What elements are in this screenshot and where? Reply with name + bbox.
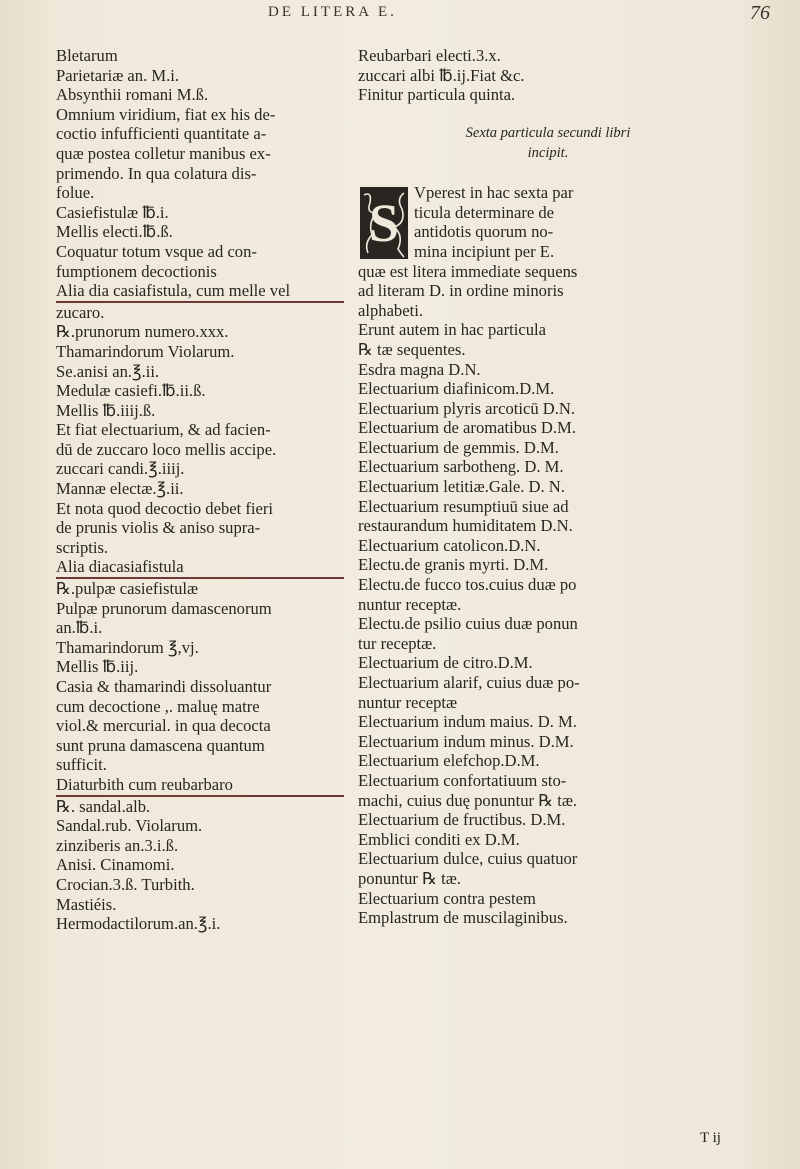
section-end-line: Finitur particula quinta. [358,85,516,105]
signature-mark: T ij [700,1130,721,1146]
text-line: Crocian.3.ß. Turbith. [56,874,195,894]
list-item: Electu.de fucco tos.cuius duæ po [358,575,577,595]
list-item: Electuarium catolicon.D.N. [358,535,541,555]
decorated-initial-s-icon [358,183,410,263]
text-line: Anisi. Cinamomi. [56,855,175,875]
text-line: Mastiéis. [56,894,117,914]
list-item: Electuarium indum minus. D.M. [358,731,574,751]
text-line: coctio infufficienti quantitate a- [56,124,267,144]
list-item: Electuarium de aromatibus D.M. [358,418,576,438]
text-line: dū de zuccaro loco mellis accipe. [56,439,277,459]
text-line: de prunis violis & aniso supra- [56,518,261,538]
recipe-title: Alia dia casiafistula, cum melle vel [56,281,344,303]
list-item: Electuarium indum maius. D. M. [358,712,577,732]
folio-number: 76 [750,2,770,24]
text-line: Bletarum [56,46,118,65]
list-item: Electuarium letitiæ.Gale. D. N. [358,477,565,497]
text-line: sunt pruna damascena quantum [56,735,265,755]
text-line: ℞.pulpæ casiefistulæ [56,579,199,599]
list-item: Electuarium alarif, cuius duæ po- [358,673,580,692]
text-line: Sandal.rub. Violarum. [56,816,203,836]
text-line: mina incipiunt per E. [414,241,555,261]
text-line: fumptionem decoctionis [56,261,217,281]
list-item: Emplastrum de muscilaginibus. [358,908,568,928]
list-item: Electuarium de gemmis. D.M. [358,437,559,457]
page-header [0,4,800,28]
text-line: Mellis electi.℔.ß. [56,222,173,242]
right-column [358,46,738,928]
text-line: folue. [56,183,95,203]
text-line: Et fiat electuarium, & ad facien- [56,420,271,440]
recipe-title: Diaturbith cum reubarbaro [56,775,344,797]
text-line: Mellis ℔.iij. [56,657,139,677]
list-item: Electuarium contra pestem [358,888,536,908]
spacer [358,164,738,184]
text-line: Et nota quod decoctio debet fieri [56,498,274,518]
list-item: Electuarium elefchop.D.M. [358,751,540,771]
list-item: restaurandum humiditatem D.N. [358,516,573,536]
text-line: Thamarindorum ℥,vj. [56,637,199,657]
text-line: ℞. sandal.alb. [56,796,151,816]
text-line: quæ est litera immediate sequens [358,261,578,281]
list-item: Electuarium plyris arcoticū D.N. [358,398,576,418]
text-line: Medulæ casiefi.℔.ii.ß. [56,381,206,401]
list-item: Electuarium de citro.D.M. [358,653,533,673]
text-line: Parietariæ an. M.i. [56,65,180,85]
text-line: Pulpæ prunorum damascenorum [56,598,272,618]
list-item: Electuarium diafinicom.D.M. [358,379,555,399]
text-line: Mannæ electæ.℥.ii. [56,479,184,499]
recipe-title: Alia diacasiafistula [56,557,344,579]
text-line: zuccari candi.℥.iiij. [56,459,185,479]
text-line: antidotis quorum no- [414,222,554,242]
list-item: ponuntur ℞ tæ. [358,868,461,888]
text-line: primendo. In qua colatura dis- [56,163,257,183]
text-line: Erunt autem in hac particula [358,320,546,340]
list-item: machi, cuius duę ponuntur ℞ tæ. [358,790,578,810]
text-line: Se.anisi an.℥.ii. [56,361,160,381]
text-line: alphabeti. [358,300,423,320]
dropcap-paragraph [358,183,738,261]
text-line: Mellis ℔.iiij.ß. [56,400,156,420]
text-line: Absynthii romani M.ß. [56,85,209,105]
text-line: ticula determinare de [414,202,555,222]
text-line: ℞ tæ sequentes. [358,339,466,359]
text-line: Vperest in hac sexta par [414,183,574,203]
text-line: zuccari albi ℔.ij.Fiat &c. [358,65,525,85]
text-line: Omnium viridium, fiat ex his de- [56,104,276,124]
section-heading: Sexta particula secundi libri [465,125,631,142]
list-item: Esdra magna D.N. [358,359,481,379]
text-line: Hermodactilorum.an.℥.i. [56,914,221,934]
list-item: Emblici conditi ex D.M. [358,829,520,849]
running-head: DE LITERA E. [268,4,397,20]
text-line: Thamarindorum Violarum. [56,341,235,361]
text-line: Reubarbari electi.3.x. [358,46,501,65]
text-line: zinziberis an.3.i.ß. [56,835,179,855]
list-item: Electuarium resumptiuū siue ad [358,496,569,516]
list-item: Electuarium sarbotheng. D. M. [358,457,564,477]
text-line: ad literam D. in ordine minoris [358,281,564,301]
text-line: Casia & thamarindi dissoluantur [56,677,272,696]
list-item: nuntur receptæ [358,692,458,712]
text-line: viol.& mercurial. in qua decocta [56,716,271,736]
list-item: tur receptæ. [358,633,437,653]
spacer [358,105,738,125]
text-line: sufficit. [56,755,107,775]
text-line: Casiefistulæ ℔.i. [56,202,169,222]
text-line: ℞.prunorum numero.xxx. [56,322,229,342]
text-line: quæ postea colletur manibus ex- [56,143,271,163]
list-item: Electu.de psilio cuius duæ ponun [358,614,578,634]
text-line: Coquatur totum vsque ad con- [56,241,257,261]
list-item: Electu.de granis myrti. D.M. [358,555,549,575]
text-line: scriptis. [56,537,109,557]
text-line: cum decoctione ,. maluę matre [56,696,260,716]
list-item: Electuarium confortatiuum sto- [358,770,567,790]
svg-text:S: S [368,193,400,254]
section-heading: incipit. [527,144,569,161]
list-item: Electuarium dulce, cuius quatuor [358,849,578,869]
list-item: Electuarium de fructibus. D.M. [358,810,566,830]
left-column [56,46,344,934]
text-line: an.℔.i. [56,618,103,638]
list-item: nuntur receptæ. [358,594,462,614]
text-line: zucaro. [56,302,105,322]
